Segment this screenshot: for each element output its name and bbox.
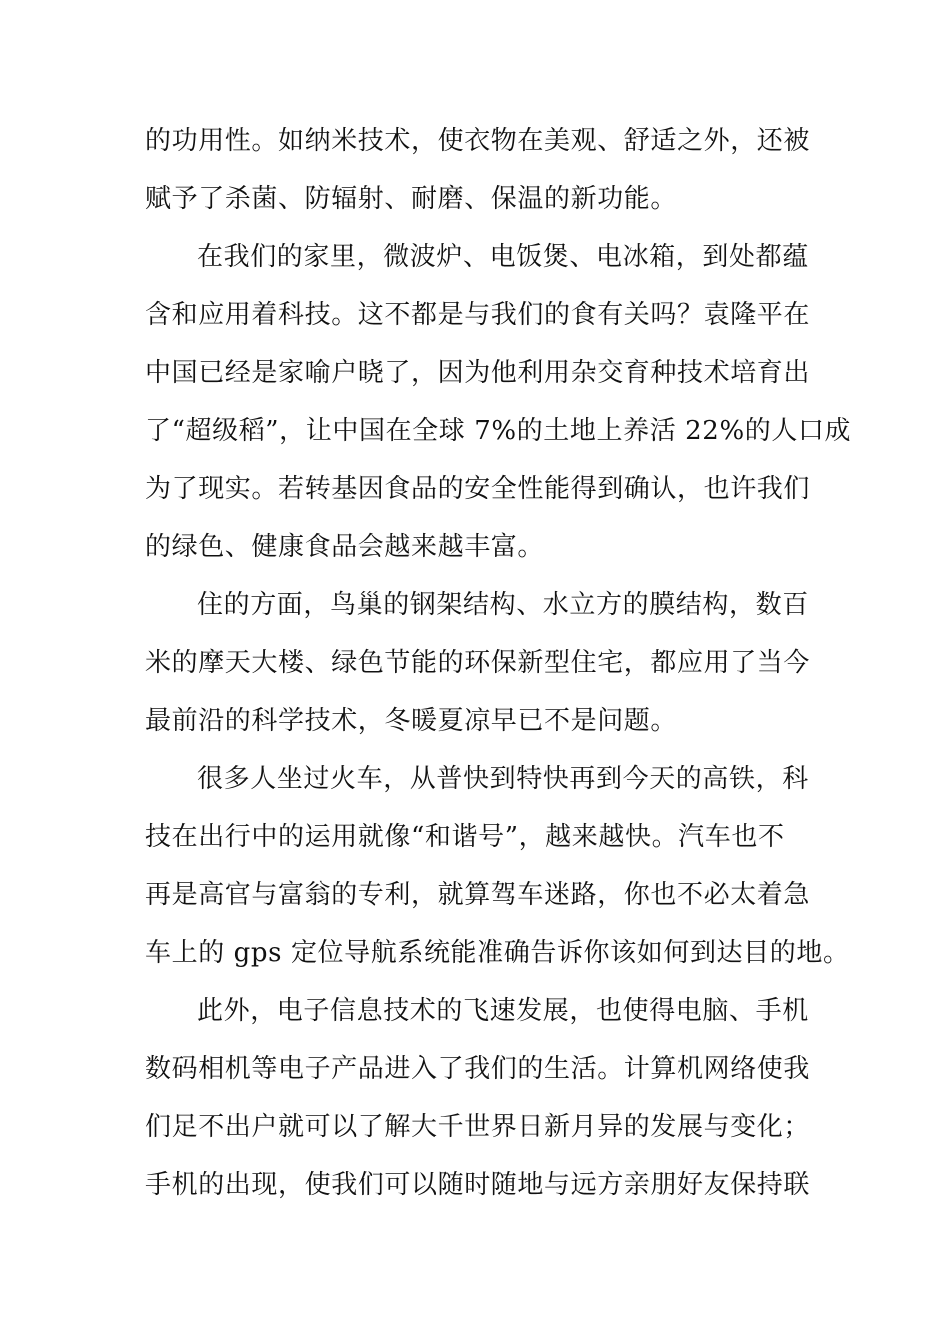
text-line: 含和应用着科技。这不都是与我们的食有关吗？袁隆平在 (145, 300, 811, 330)
text-line: 的功用性。如纳米技术，使衣物在美观、舒适之外，还被 (145, 126, 811, 156)
paragraph-start-line: 住的方面，鸟巢的钢架结构、水立方的膜结构，数百 (197, 590, 809, 620)
paragraph-start-line: 很多人坐过火车，从普快到特快再到今天的高铁，科 (197, 764, 809, 794)
text-line: 为了现实。若转基因食品的安全性能得到确认，也许我们 (145, 474, 811, 504)
text-line: 手机的出现，使我们可以随时随地与远方亲朋好友保持联 (145, 1170, 811, 1200)
text-line: 的绿色、健康食品会越来越丰富。 (145, 532, 545, 562)
text-line: 中国已经是家喻户晓了，因为他利用杂交育种技术培育出 (145, 358, 811, 388)
text-line: 再是高官与富翁的专利，就算驾车迷路，你也不必太着急 (145, 880, 811, 910)
text-line: 米的摩天大楼、绿色节能的环保新型住宅，都应用了当今 (145, 648, 811, 678)
paragraph-start-line: 在我们的家里，微波炉、电饭煲、电冰箱，到处都蕴 (197, 242, 809, 272)
paragraph-start-line: 此外，电子信息技术的飞速发展，也使得电脑、手机 (197, 996, 809, 1026)
text-line: 车上的 gps 定位导航系统能准确告诉你该如何到达目的地。 (145, 938, 850, 968)
text-line: 数码相机等电子产品进入了我们的生活。计算机网络使我 (145, 1054, 811, 1084)
text-line: 最前沿的科学技术，冬暖夏凉早已不是问题。 (145, 706, 678, 736)
text-line: 了“超级稻”，让中国在全球 7%的土地上养活 22%的人口成 (145, 416, 852, 446)
text-line: 赋予了杀菌、防辐射、耐磨、保温的新功能。 (145, 184, 678, 214)
text-line: 技在出行中的运用就像“和谐号”，越来越快。汽车也不 (145, 822, 785, 852)
text-line: 们足不出户就可以了解大千世界日新月异的发展与变化； (145, 1112, 811, 1142)
